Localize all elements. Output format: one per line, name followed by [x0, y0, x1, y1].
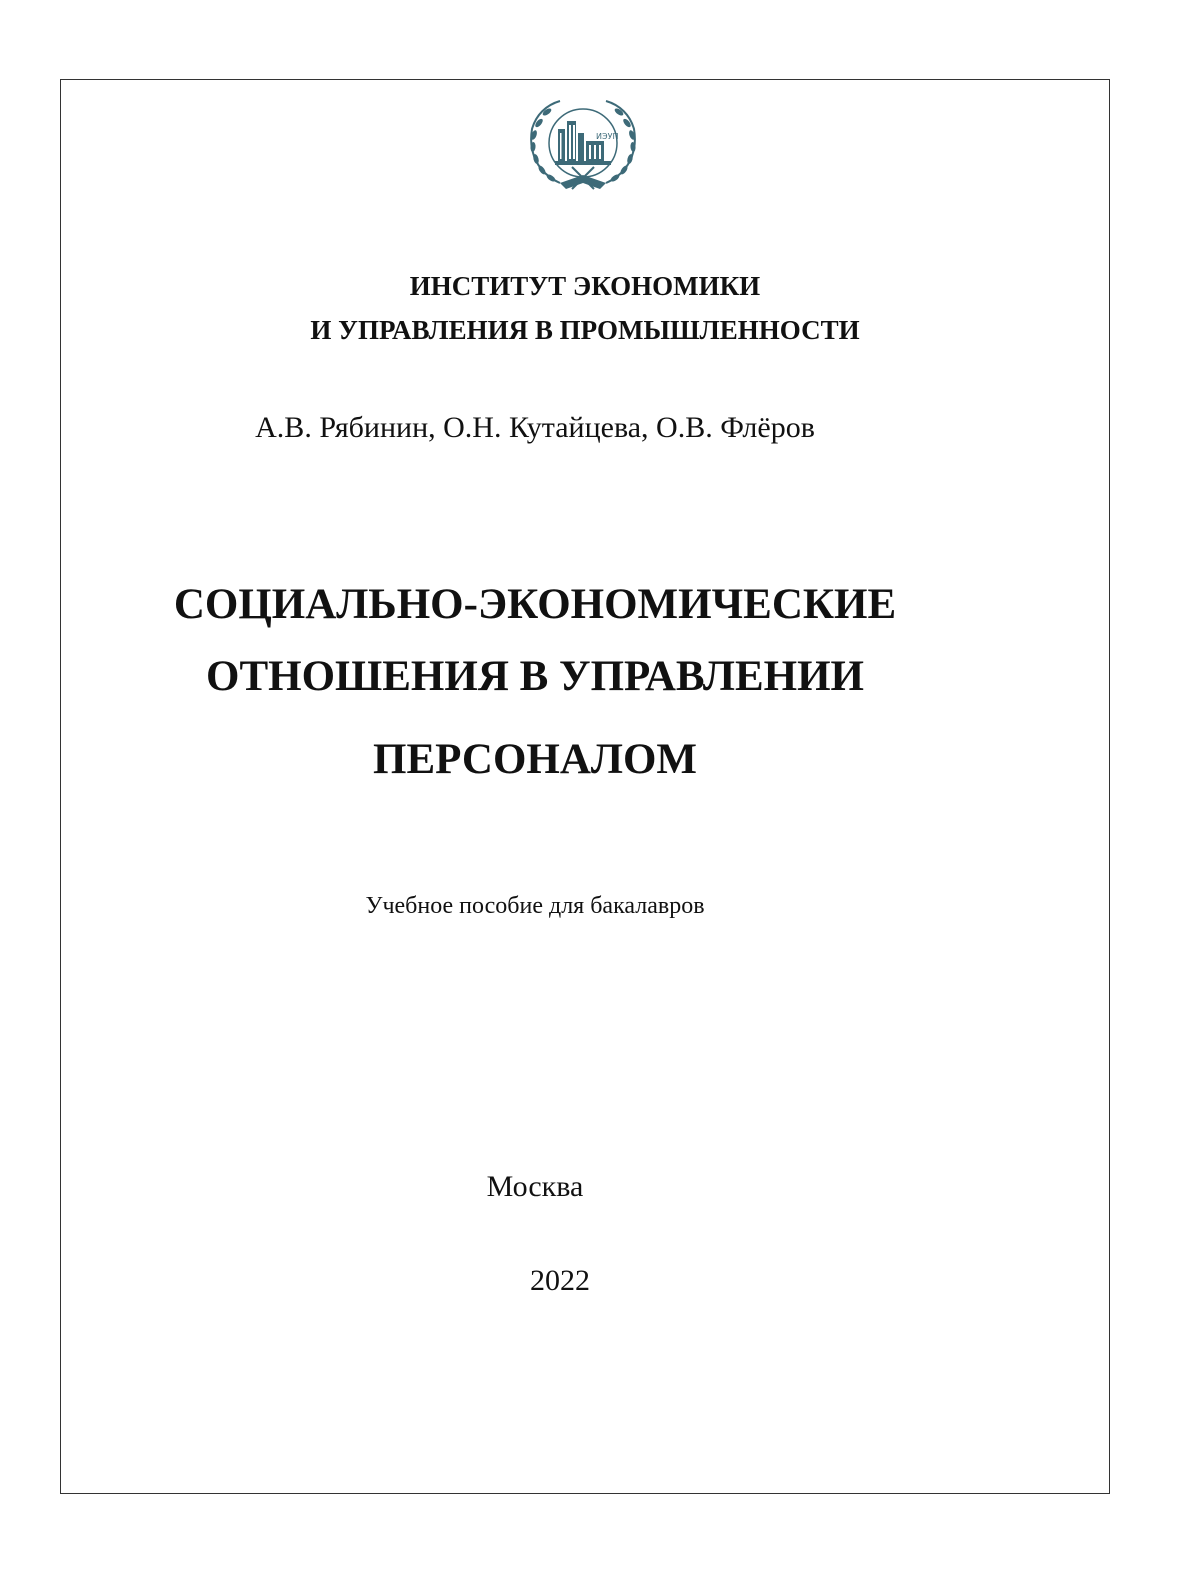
authors: А.В. Рябинин, О.Н. Кутайцева, О.В. Флёров: [255, 411, 815, 444]
book-title-line-1: СОЦИАЛЬНО-ЭКОНОМИЧЕСКИЕ: [173, 581, 897, 628]
publication-city: Москва: [486, 1170, 584, 1203]
svg-text:ИЭУП: ИЭУП: [596, 132, 619, 141]
book-title-line-3: ПЕРСОНАЛОМ: [373, 736, 697, 783]
institute-emblem-icon: [520, 95, 646, 195]
book-subtitle: Учебное пособие для бакалавров: [365, 893, 705, 919]
book-title-line-2: ОТНОШЕНИЯ В УПРАВЛЕНИИ: [206, 653, 864, 700]
institute-name-line-2: И УПРАВЛЕНИЯ В ПРОМЫШЛЕННОСТИ: [310, 315, 860, 345]
institute-name-line-1: ИНСТИТУТ ЭКОНОМИКИ: [409, 271, 761, 301]
publication-year: 2022: [530, 1264, 590, 1297]
